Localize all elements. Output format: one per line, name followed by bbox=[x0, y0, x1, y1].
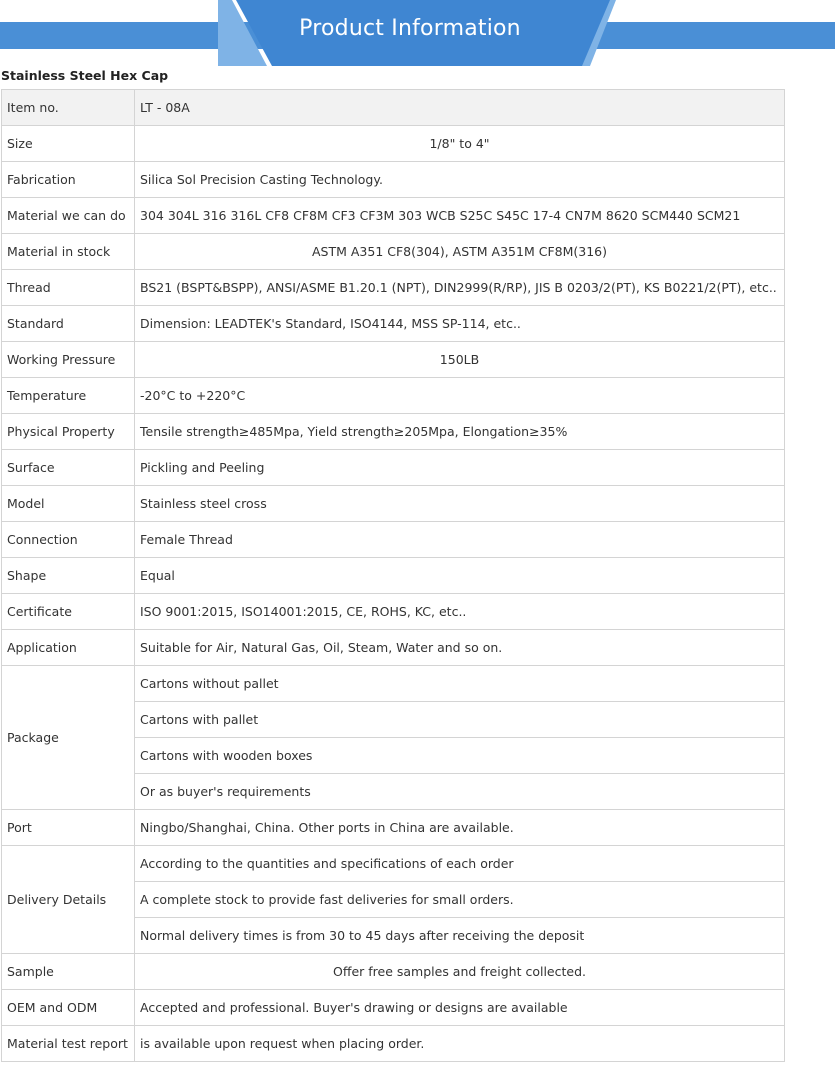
spec-value: Tensile strength≥485Mpa, Yield strength≥205Mpa, Elongation≥35% bbox=[135, 414, 785, 450]
spec-value: Offer free samples and freight collected. bbox=[135, 954, 785, 990]
spec-row bbox=[2, 846, 785, 882]
spec-value: 304 304L 316 316L CF8 CF8M CF3 CF3M 303 WCB S25C S45C 17-4 CN7M 8620 SCM440 SCM21 bbox=[135, 198, 785, 234]
spec-row bbox=[2, 594, 785, 630]
spec-row bbox=[2, 414, 785, 450]
spec-row bbox=[2, 234, 785, 270]
spec-value: Dimension: LEADTEK's Standard, ISO4144, MSS SP-114, etc.. bbox=[135, 306, 785, 342]
spec-value: Pickling and Peeling bbox=[135, 450, 785, 486]
spec-label: Material we can do bbox=[2, 198, 135, 234]
spec-row bbox=[2, 126, 785, 162]
spec-row bbox=[2, 810, 785, 846]
spec-row bbox=[2, 270, 785, 306]
product-spec-body bbox=[2, 90, 785, 1062]
spec-value: ISO 9001:2015, ISO14001:2015, CE, ROHS, KC, etc.. bbox=[135, 594, 785, 630]
spec-label: Material in stock bbox=[2, 234, 135, 270]
spec-value: Ningbo/Shanghai, China. Other ports in China are available. bbox=[135, 810, 785, 846]
spec-value: Silica Sol Precision Casting Technology. bbox=[135, 162, 785, 198]
spec-row bbox=[2, 630, 785, 666]
spec-value: Or as buyer's requirements bbox=[135, 774, 785, 810]
spec-row bbox=[2, 486, 785, 522]
spec-label: Size bbox=[2, 126, 135, 162]
spec-value: 1/8" to 4" bbox=[135, 126, 785, 162]
spec-label: Item no. bbox=[2, 90, 135, 126]
spec-row bbox=[2, 162, 785, 198]
spec-value: 150LB bbox=[135, 342, 785, 378]
spec-value: Female Thread bbox=[135, 522, 785, 558]
spec-row bbox=[2, 666, 785, 702]
spec-row bbox=[2, 198, 785, 234]
product-information-banner bbox=[0, 0, 835, 66]
spec-value: ASTM A351 CF8(304), ASTM A351M CF8M(316) bbox=[135, 234, 785, 270]
spec-label: Material test report bbox=[2, 1026, 135, 1062]
spec-value: Cartons without pallet bbox=[135, 666, 785, 702]
spec-label: Surface bbox=[2, 450, 135, 486]
spec-label: Model bbox=[2, 486, 135, 522]
spec-label: Certificate bbox=[2, 594, 135, 630]
spec-value: Accepted and professional. Buyer's drawing or designs are available bbox=[135, 990, 785, 1026]
spec-row bbox=[2, 1026, 785, 1062]
spec-value: Cartons with wooden boxes bbox=[135, 738, 785, 774]
spec-value: Cartons with pallet bbox=[135, 702, 785, 738]
spec-row bbox=[2, 90, 785, 126]
spec-row bbox=[2, 522, 785, 558]
spec-label: Sample bbox=[2, 954, 135, 990]
spec-value: is available upon request when placing order. bbox=[135, 1026, 785, 1062]
spec-value: According to the quantities and specifications of each order bbox=[135, 846, 785, 882]
spec-row bbox=[2, 378, 785, 414]
spec-label: Shape bbox=[2, 558, 135, 594]
spec-label: Temperature bbox=[2, 378, 135, 414]
spec-value: Equal bbox=[135, 558, 785, 594]
spec-row bbox=[2, 990, 785, 1026]
spec-label: Port bbox=[2, 810, 135, 846]
spec-row bbox=[2, 954, 785, 990]
spec-value: Stainless steel cross bbox=[135, 486, 785, 522]
spec-value: A complete stock to provide fast deliveries for small orders. bbox=[135, 882, 785, 918]
spec-label: Working Pressure bbox=[2, 342, 135, 378]
spec-value: BS21 (BSPT&BSPP), ANSI/ASME B1.20.1 (NPT), DIN2999(R/RP), JIS B 0203/2(PT), KS B0221/2(PT), etc.. bbox=[135, 270, 785, 306]
spec-row bbox=[2, 306, 785, 342]
spec-value: Normal delivery times is from 30 to 45 days after receiving the deposit bbox=[135, 918, 785, 954]
spec-label: Physical Property bbox=[2, 414, 135, 450]
product-spec-table bbox=[1, 89, 785, 1062]
spec-row bbox=[2, 342, 785, 378]
spec-value: -20°C to +220°C bbox=[135, 378, 785, 414]
spec-label: Delivery Details bbox=[2, 846, 135, 954]
spec-label: Connection bbox=[2, 522, 135, 558]
product-name: Stainless Steel Hex Cap bbox=[1, 68, 169, 83]
spec-row bbox=[2, 450, 785, 486]
spec-label: Fabrication bbox=[2, 162, 135, 198]
spec-label: Application bbox=[2, 630, 135, 666]
spec-row bbox=[2, 558, 785, 594]
spec-label: OEM and ODM bbox=[2, 990, 135, 1026]
spec-label: Package bbox=[2, 666, 135, 810]
spec-value: LT - 08A bbox=[135, 90, 785, 126]
spec-label: Thread bbox=[2, 270, 135, 306]
spec-label: Standard bbox=[2, 306, 135, 342]
spec-value: Suitable for Air, Natural Gas, Oil, Steam, Water and so on. bbox=[135, 630, 785, 666]
banner-title: Product Information bbox=[299, 16, 521, 41]
